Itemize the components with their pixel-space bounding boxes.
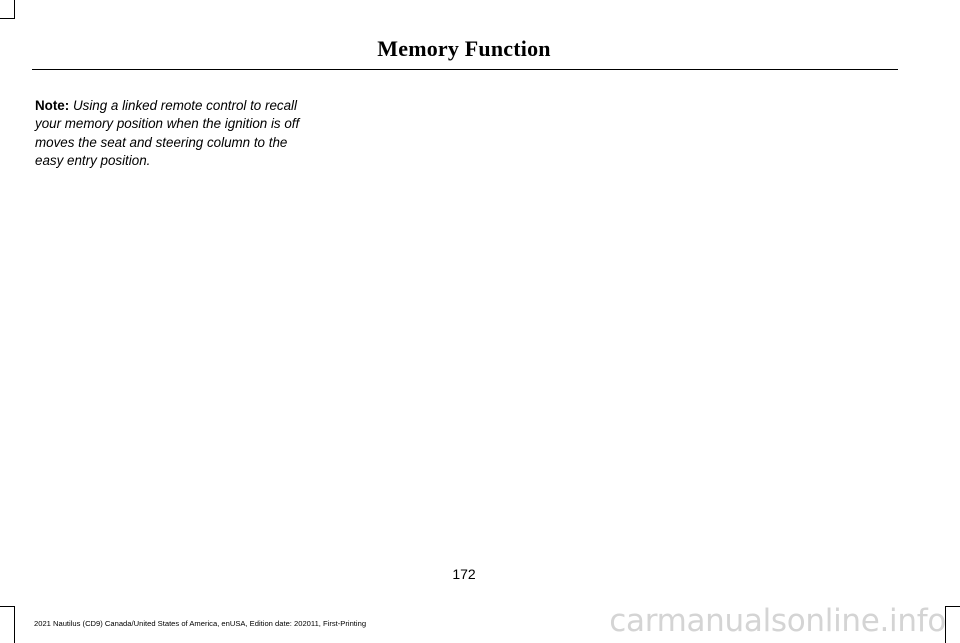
note-label: Note: xyxy=(35,98,70,113)
crop-mark-bottom-right-horizontal xyxy=(945,606,960,607)
page-number: 172 xyxy=(452,566,476,582)
page-title: Memory Function xyxy=(377,36,551,61)
header-divider xyxy=(32,69,898,70)
footer-edition-text: 2021 Nautilus (CD9) Canada/United States of America, enUSA, Edition date: 202011, First-Printing xyxy=(34,619,367,628)
crop-mark-bottom-left-horizontal xyxy=(0,606,15,607)
note-text: Using a linked remote control to recall your memory position when the ignition is off moves the seat and steering column to the easy entry position. xyxy=(35,98,300,168)
crop-mark-top-left-horizontal xyxy=(0,18,15,19)
watermark: carmanualsonline.info xyxy=(609,603,946,639)
crop-mark-top-left-vertical xyxy=(14,0,15,19)
note-paragraph xyxy=(35,97,317,170)
crop-mark-bottom-left-vertical xyxy=(14,606,15,643)
